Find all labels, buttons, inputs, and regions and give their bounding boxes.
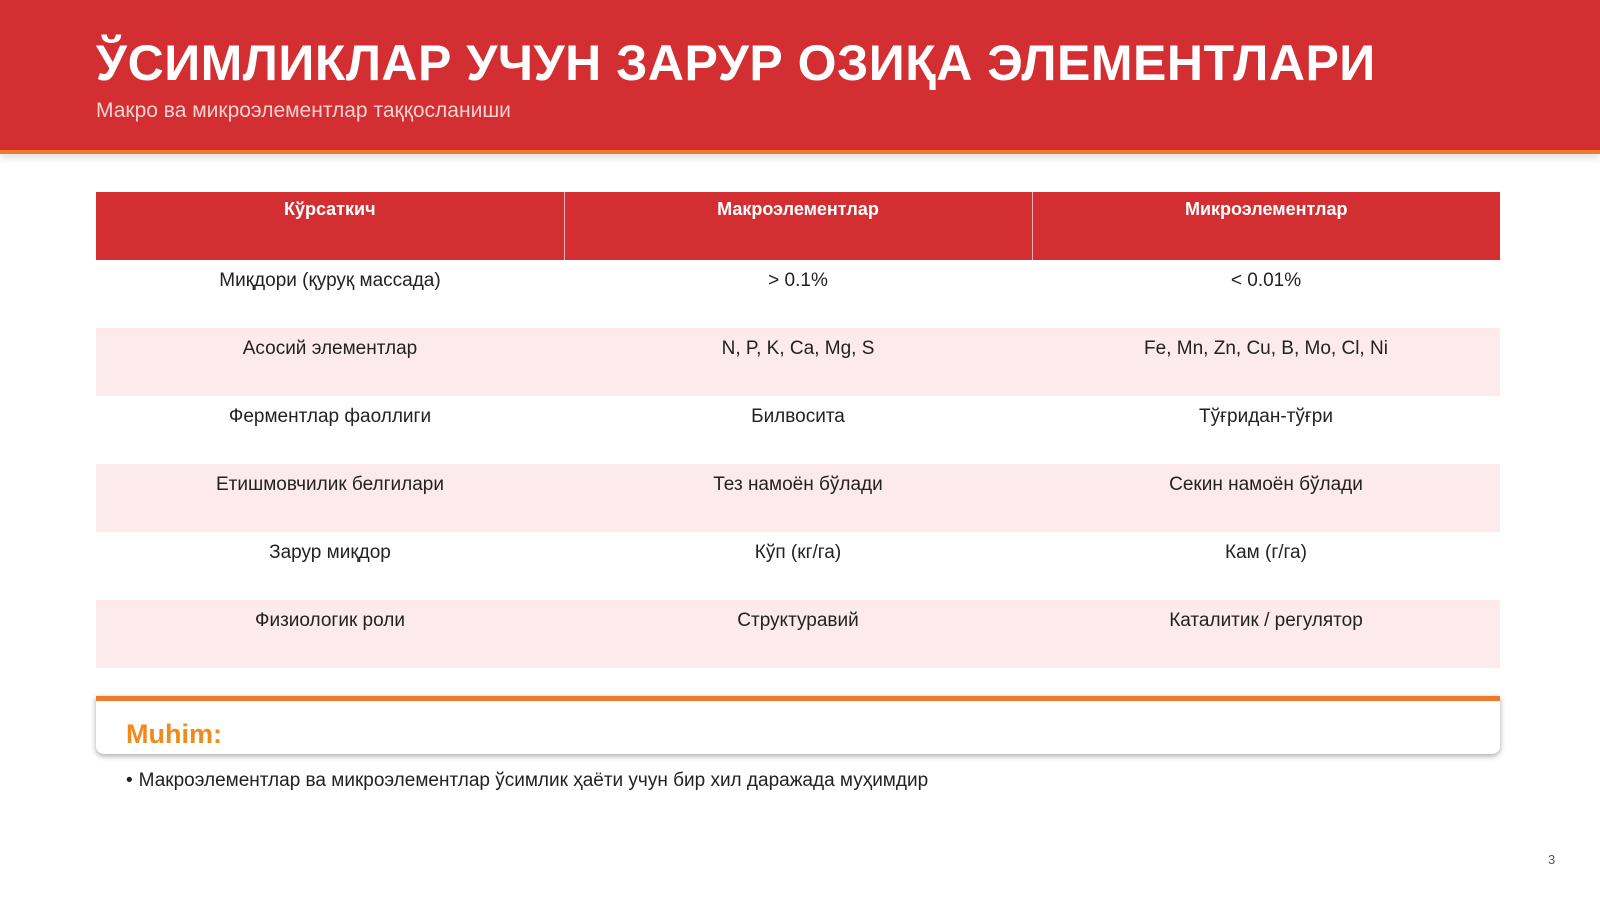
table-cell: Миқдори (қуруқ массада) xyxy=(219,270,441,291)
page-number: 3 xyxy=(1548,852,1556,867)
note-bullet-item xyxy=(126,770,928,792)
table-cell: Етишмовчилик белгилари xyxy=(96,464,564,532)
column-header-micro: Микроэлементлар xyxy=(1032,192,1500,260)
table-row xyxy=(96,396,1500,464)
table-cell: Fe, Mn, Zn, Cu, B, Mo, Cl, Ni xyxy=(1032,328,1500,396)
comparison-table-container xyxy=(96,192,1500,668)
table-cell: Билвосита xyxy=(751,406,845,427)
table-header-row xyxy=(96,192,1500,260)
table-row xyxy=(96,600,1500,668)
table-cell: Тўғридан-тўғри xyxy=(1198,406,1333,427)
table-row xyxy=(96,464,1500,532)
table-row xyxy=(96,532,1500,600)
table-cell: Секин намоён бўлади xyxy=(1032,464,1500,532)
column-header-macro: Макроэлементлар xyxy=(564,192,1032,260)
table-cell: < 0.01% xyxy=(1230,270,1302,291)
important-note-box xyxy=(96,696,1500,754)
table-cell: Зарур миқдор xyxy=(269,542,391,563)
slide-header xyxy=(0,0,1600,154)
note-bullet-text: Макроэлементлар ва микроэлементлар ўсимлик ҳаёти учун бир хил даражада муҳимдир xyxy=(138,770,929,791)
table-cell: Структуравий xyxy=(564,600,1032,668)
slide-title: ЎСИМЛИКЛАР УЧУН ЗАРУР ОЗИҚА ЭЛЕМЕНТЛАРИ xyxy=(96,35,1376,91)
table-cell: N, P, K, Ca, Mg, S xyxy=(564,328,1032,396)
table-cell: Ферментлар фаоллиги xyxy=(228,406,432,427)
table-row xyxy=(96,260,1500,328)
comparison-table xyxy=(96,192,1500,668)
table-cell: Тез намоён бўлади xyxy=(564,464,1032,532)
table-cell: Каталитик / регулятор xyxy=(1032,600,1500,668)
bullet-dot-icon: • xyxy=(126,770,133,791)
table-cell: Асосий элементлар xyxy=(96,328,564,396)
column-header-indicator: Кўрсаткич xyxy=(96,192,564,260)
table-cell: Кўп (кг/га) xyxy=(754,542,842,563)
slide-subtitle: Макро ва микроэлементлар таққосланиши xyxy=(96,99,511,122)
table-cell: > 0.1% xyxy=(768,270,828,291)
table-row xyxy=(96,328,1500,396)
note-label: Muhim: xyxy=(126,719,222,749)
table-cell: Кам (г/га) xyxy=(1225,542,1307,563)
table-cell: Физиологик роли xyxy=(96,600,564,668)
